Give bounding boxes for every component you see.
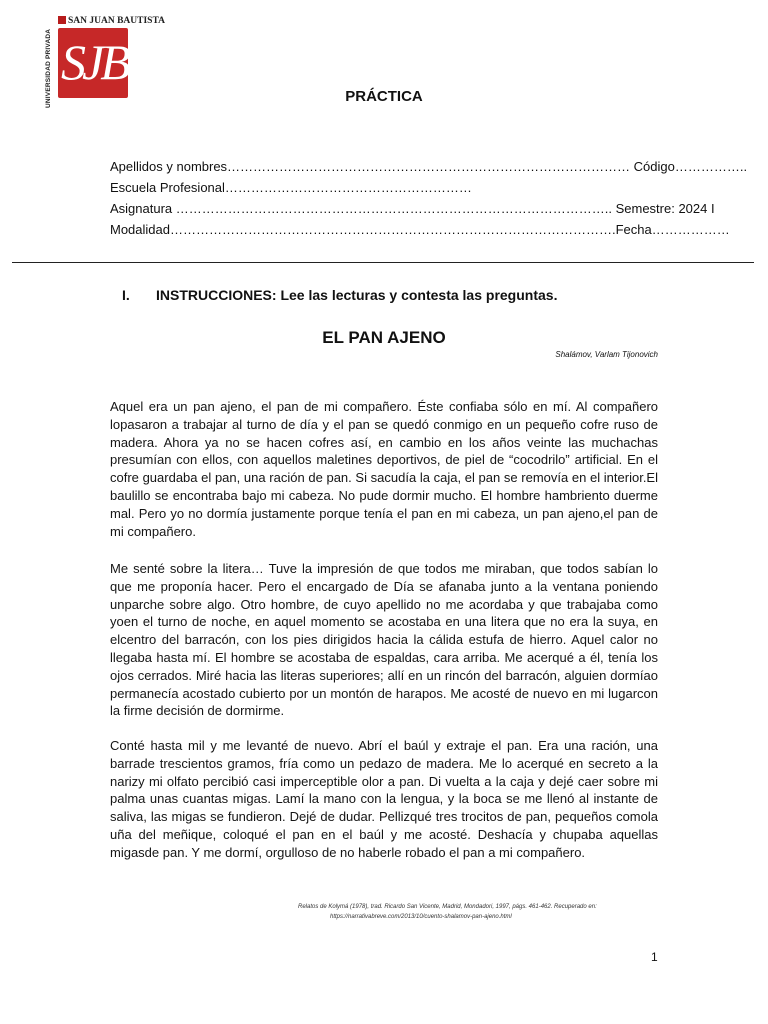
source-url: https://narrativabreve.com/2013/10/cuento-shalamov-pan-ajeno.html [330, 914, 512, 920]
story-paragraph: Conté hasta mil y me levanté de nuevo. Abrí el baúl y extraje el pan. Era una ración, una barrade trescientos gramos, fría como un pedazo de madera. Me lo acerqué en secreto a la narizy mi olfato percibió casi imperceptible olor a pan. Di vuelta a la caja y dejé caer sobre mi palma unas cuantas migas. Lamí la mano con la lengua, y la boca se me llenó al instante de saliva, las migas se fundieron. Dejé de dudar. Pellizqué tres trocitos de pan, pequeños comola uña del meñique, coloqué el pan en el baúl y me acosté. Deshacía y chupaba aquellas migasde pan. Y me dormí, orgulloso de no haberle robado el pan a mi compañero. [110, 738, 658, 860]
form-line-name-code: Apellidos y nombres………………………………………………………………………………… Código…………….. [110, 159, 748, 174]
logo-side-text: UNIVERSIDAD PRIVADA [45, 28, 52, 108]
form-line-school: Escuela Profesional………………………………………………… [110, 180, 472, 195]
logo-top-text: SAN JUAN BAUTISTA [58, 16, 165, 26]
page-number: 1 [651, 950, 658, 964]
story-paragraph: Aquel era un pan ajeno, el pan de mi compañero. Éste confiaba sólo en mí. Al compañero lopasaron a trabajar al turno de día y el pan se quedó conmigo en un pequeño cofre ruso de madera. Ahora ya no se hacen cofres así, en cambio en los años veinte las muchachas presumían con ellos, con aquellos maletines deportivos, de piel de “cocodrilo” artificial. En el cofre guardaba el pan, una ración de pan. Si sacudía la caja, el pan se removía en el interior.El baulillo se encontraba bajo mi cabeza. No pude dormir mucho. El hombre hambriento duerme mal. Pero yo no dormía justamente porque tenía el pan en mi cabeza, un pan ajeno,el pan de mi compañero. [110, 399, 658, 539]
logo-emblem-icon [58, 16, 66, 24]
section-divider [12, 262, 754, 263]
story-paragraph: Me senté sobre la litera… Tuve la impresión de que todos me miraban, que todos sabían lo que me proponía hacer. Pero el encargado de Día se afanaba junto a la ventana poniendo unparche sobre algo. Otro hombre, de cuyo apellido no me acordaba y que trabajaba como yoen el turno de noche, en aquel momento se acostaba en una litera que no era la suya, en elcentro del barracón, con los pies dirigidos hacia la cálida estufa de hierro. Aquel calor no llegaba hasta mí. El hombre se acostaba de espaldas, cara arriba. Me acerqué a él, tenía los ojos cerrados. Miré hacia las literas superiores; allí en un rincón del barracón, alguien dormíao permanecía acostado cubierto por un montón de harapos. Me acosté de nuevo en mi lugarcon la firme decisión de dormirme. [110, 561, 658, 719]
source-reference: Relatos de Kolymá (1978), trad. Ricardo San Vicente, Madrid, Mondadori, 1997, págs. 461-462. Recuperado en: [298, 904, 597, 910]
story-title: EL PAN AJENO [322, 328, 446, 347]
page-title: PRÁCTICA [345, 88, 423, 105]
story-author: Shalámov, Varlam Tijonovich [555, 350, 658, 359]
instructions-text: INSTRUCCIONES: Lee las lecturas y contesta las preguntas. [156, 287, 558, 303]
logo-monogram: SJB [58, 28, 128, 98]
university-logo [44, 14, 165, 108]
form-line-modality-date: Modalidad………………………………………………………………………………………….Fecha……………… [110, 222, 730, 237]
instructions-number: I. [122, 287, 130, 303]
source-citation [298, 902, 668, 922]
form-line-course-semester: Asignatura ……………………………………………………………………………………….. Semestre: 2024 I [110, 201, 715, 216]
